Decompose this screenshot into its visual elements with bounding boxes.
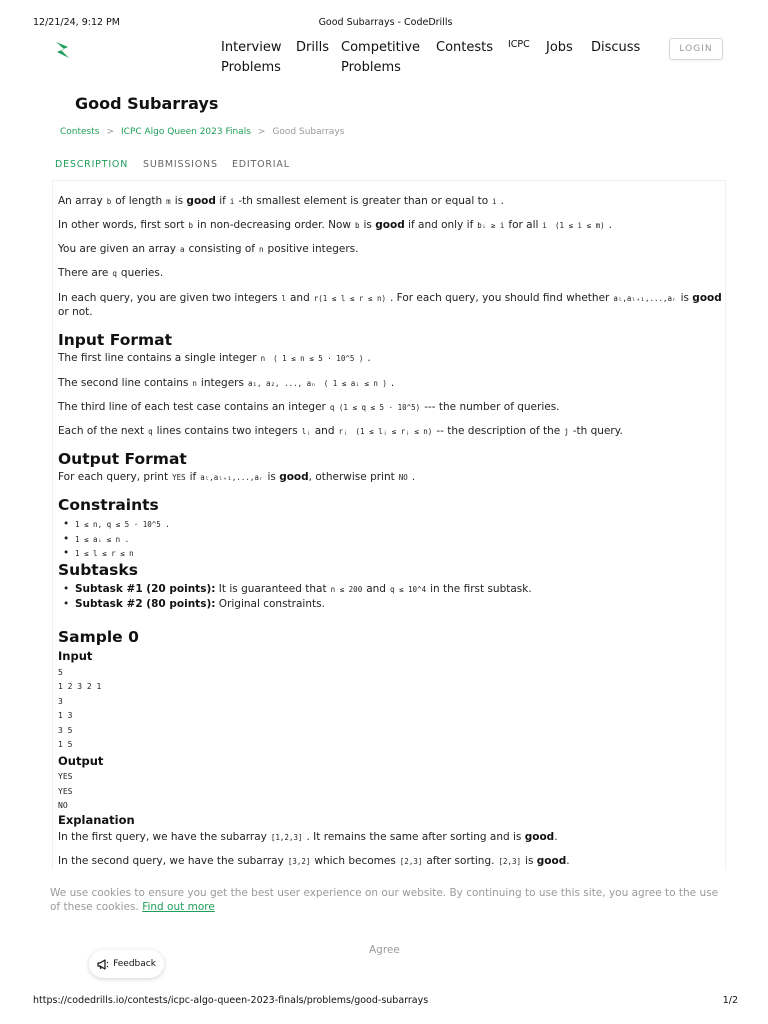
- statement-paragraph: There are q queries.: [58, 267, 164, 279]
- sample-input-line: 3 5: [58, 726, 73, 735]
- input-format-line: Each of the next q lines contains two integers lⱼ and rⱼ (1 ≤ lⱼ ≤ rⱼ ≤ n) -- the description of the j -th query.: [58, 425, 623, 437]
- codedrills-logo-icon[interactable]: [52, 39, 74, 61]
- print-datetime: 12/21/24, 9:12 PM: [33, 17, 120, 28]
- cookie-banner: [50, 886, 720, 914]
- sample-input-line: 3: [58, 697, 63, 706]
- breadcrumb-separator: >: [106, 127, 115, 137]
- breadcrumb-separator: >: [257, 127, 266, 137]
- statement-paragraph: An array b of length m is good if i -th smallest element is greater than or equal to i .: [58, 195, 505, 207]
- print-url: https://codedrills.io/contests/icpc-algo-queen-2023-finals/problems/good-subarrays: [33, 995, 429, 1006]
- nav-interview-line1: Interview: [221, 40, 282, 55]
- nav-interview-problems[interactable]: [221, 38, 281, 78]
- breadcrumb-contest[interactable]: ICPC Algo Queen 2023 Finals: [121, 127, 251, 137]
- problem-statement: [52, 180, 726, 870]
- nav-drills[interactable]: Drills: [296, 40, 329, 55]
- nav-competitive-problems[interactable]: [341, 38, 420, 78]
- breadcrumb-current: Good Subarrays: [272, 127, 345, 137]
- sample-output-line: YES: [58, 787, 73, 796]
- tab-description[interactable]: DESCRIPTION: [55, 159, 129, 170]
- login-button[interactable]: LOGIN: [669, 38, 723, 60]
- print-doc-title: Good Subarrays - CodeDrills: [318, 17, 453, 28]
- input-format-line: The third line of each test case contains an integer q (1 ≤ q ≤ 5 · 10^5) --- the number of queries.: [58, 401, 560, 413]
- sample-heading: Sample 0: [58, 628, 139, 646]
- subtask-item: • Subtask #2 (80 points): Original constraints.: [63, 597, 325, 611]
- constraint-item: • 1 ≤ aᵢ ≤ n .: [63, 532, 133, 547]
- input-format-line: The first line contains a single integer n ( 1 ≤ n ≤ 5 · 10^5 ) .: [58, 352, 371, 364]
- subtask-item: • Subtask #1 (20 points): It is guaranteed that n ≤ 200 and q ≤ 10^4 in the first subtask.: [63, 582, 532, 597]
- sample-input-label: Input: [58, 649, 93, 663]
- statement-paragraph: In other words, first sort b in non-decreasing order. Now b is good if and only if bᵢ ≥ i for all i (1 ≤ i ≤ m) .: [58, 219, 612, 231]
- print-page-number: 1/2: [722, 995, 738, 1006]
- sample-input-line: 1 2 3 2 1: [58, 682, 102, 691]
- sample-output-line: NO: [58, 801, 68, 810]
- tab-editorial[interactable]: EDITORIAL: [232, 159, 290, 170]
- breadcrumb: [60, 127, 344, 137]
- top-navbar: [0, 36, 768, 82]
- output-format-line: For each query, print YES if aₗ,aₗ₊₁,...,aᵣ is good, otherwise print NO .: [58, 471, 416, 483]
- sample-explanation-label: Explanation: [58, 813, 135, 827]
- cookie-agree-button[interactable]: Agree: [369, 944, 400, 956]
- sample-input-line: 1 3: [58, 711, 73, 720]
- nav-jobs[interactable]: Jobs: [546, 40, 573, 55]
- constraint-item: • 1 ≤ n, q ≤ 5 · 10^5 .: [63, 517, 174, 532]
- print-header: [33, 17, 738, 31]
- statement-paragraph: You are given an array a consisting of n positive integers.: [58, 243, 359, 255]
- nav-interview-line2: Problems: [221, 60, 281, 75]
- sample-output-line: YES: [58, 772, 73, 781]
- constraints-heading: Constraints: [58, 496, 159, 514]
- subtasks-heading: Subtasks: [58, 561, 138, 579]
- statement-paragraph: In each query, you are given two integers l and r(1 ≤ l ≤ r ≤ n) . For each query, you should find whether aₗ,aₗ₊₁,...,aᵣ is good: [58, 292, 722, 304]
- input-format-line: The second line contains n integers a₁, a₂, ..., aₙ ( 1 ≤ aᵢ ≤ n ) .: [58, 377, 395, 389]
- feedback-button[interactable]: [89, 950, 164, 978]
- feedback-label: Feedback: [113, 959, 156, 969]
- input-format-heading: Input Format: [58, 331, 173, 349]
- nav-discuss[interactable]: Discuss: [591, 40, 641, 55]
- megaphone-icon: [97, 959, 109, 970]
- cookie-find-out-more-link[interactable]: Find out more: [142, 901, 215, 913]
- cookie-text: We use cookies to ensure you get the best user experience on our website. By continuing to use this site, you agree to the use of these cookies.: [50, 887, 719, 913]
- constraint-item: • 1 ≤ l ≤ r ≤ n: [63, 546, 138, 561]
- sample-output-label: Output: [58, 754, 104, 768]
- nav-competitive-line1: Competitive: [341, 40, 421, 55]
- nav-competitive-line2: Problems: [341, 60, 401, 75]
- breadcrumb-contests[interactable]: Contests: [60, 127, 100, 137]
- explanation-line: In the second query, we have the subarray [3,2] which becomes [2,3] after sorting. [2,3] is good.: [58, 855, 570, 867]
- nav-contests[interactable]: Contests: [436, 40, 494, 55]
- sample-input-line: 5: [58, 668, 63, 677]
- statement-paragraph-cont: or not.: [58, 306, 93, 318]
- output-format-heading: Output Format: [58, 450, 187, 468]
- sample-input-line: 1 5: [58, 740, 73, 749]
- tab-submissions[interactable]: SUBMISSIONS: [143, 159, 218, 170]
- explanation-line: In the first query, we have the subarray [1,2,3] . It remains the same after sorting and is good.: [58, 831, 558, 843]
- page-title: Good Subarrays: [75, 94, 219, 113]
- nav-icpc[interactable]: ICPC: [508, 39, 530, 50]
